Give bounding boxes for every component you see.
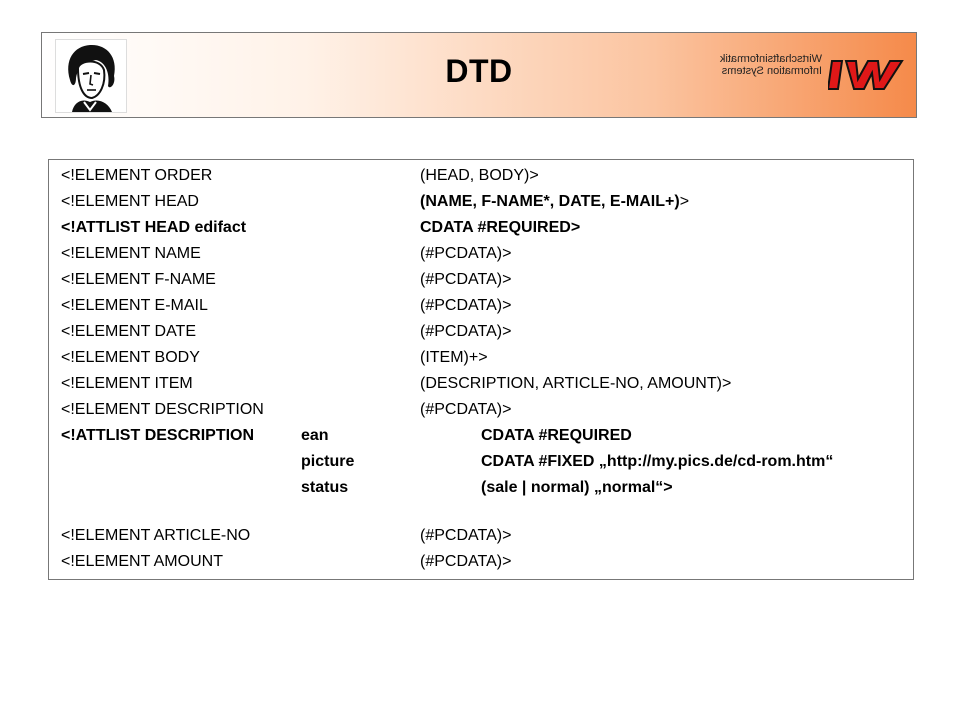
iwi-logo-icon [828,57,904,93]
dtd-content-model [420,190,689,214]
attlist-row [49,476,913,500]
dtd-declaration: <!ELEMENT ORDER [61,167,213,184]
dtd-row [49,346,913,370]
dtd-row [49,398,913,422]
dtd-content-model: (#PCDATA)> [420,245,512,262]
attlist-row [49,424,913,448]
attlist-row [49,450,913,474]
dtd-declaration: <!ELEMENT BODY [61,349,200,366]
dtd-declaration: <!ELEMENT HEAD [61,193,199,210]
dtd-row [49,216,913,240]
attlist-keyword: <!ATTLIST DESCRIPTION [61,427,255,444]
dtd-declaration: <!ELEMENT F-NAME [61,271,216,288]
dtd-content-model: CDATA #REQUIRED> [420,219,581,236]
dtd-content-model-bold: (NAME, F-NAME*, DATE, E-MAIL+) [420,193,680,210]
dtd-declaration: <!ATTLIST HEAD edifact [61,219,247,236]
dtd-declaration: <!ELEMENT ARTICLE-NO [61,527,251,544]
dtd-box [48,159,914,580]
attribute-name: picture [301,453,355,470]
dtd-content-model: (ITEM)+> [420,349,488,366]
dtd-content-model: (#PCDATA)> [420,271,512,288]
attribute-declaration: CDATA #REQUIRED [481,427,632,444]
attribute-declaration: (sale | normal) „normal“> [481,479,673,496]
dtd-row [49,524,913,548]
dtd-row [49,268,913,292]
dtd-row [49,164,913,188]
logo-mirrored-text: Wirtschaftsinformatik Information Systems [719,53,822,77]
dtd-content-model: (#PCDATA)> [420,297,512,314]
dtd-declaration: <!ELEMENT ITEM [61,375,193,392]
dtd-declaration: <!ELEMENT E-MAIL [61,297,208,314]
dtd-content-model: (#PCDATA)> [420,323,512,340]
dtd-content-model: (DESCRIPTION, ARTICLE-NO, AMOUNT)> [420,375,732,392]
dtd-declaration: <!ELEMENT DESCRIPTION [61,401,264,418]
title-banner [41,32,917,118]
dtd-content-model: (#PCDATA)> [420,527,512,544]
dtd-content-model: (#PCDATA)> [420,553,512,570]
dtd-content-model-tail: > [679,193,690,210]
dtd-content-model: (HEAD, BODY)> [420,167,539,184]
dtd-declaration: <!ELEMENT DATE [61,323,196,340]
dtd-row [49,550,913,574]
iwi-logo [718,47,908,103]
attribute-name: status [301,479,349,496]
dtd-row [49,190,913,214]
attribute-declaration: CDATA #FIXED „http://my.pics.de/cd-rom.htm“ [481,453,834,470]
dtd-declaration: <!ELEMENT AMOUNT [61,553,223,570]
dtd-row [49,372,913,396]
dtd-declaration: <!ELEMENT NAME [61,245,201,262]
attribute-name: ean [301,427,329,444]
slide-title: DTD [445,53,513,89]
dtd-row [49,294,913,318]
dtd-row [49,320,913,344]
dtd-content-model: (#PCDATA)> [420,401,512,418]
dtd-row [49,242,913,266]
